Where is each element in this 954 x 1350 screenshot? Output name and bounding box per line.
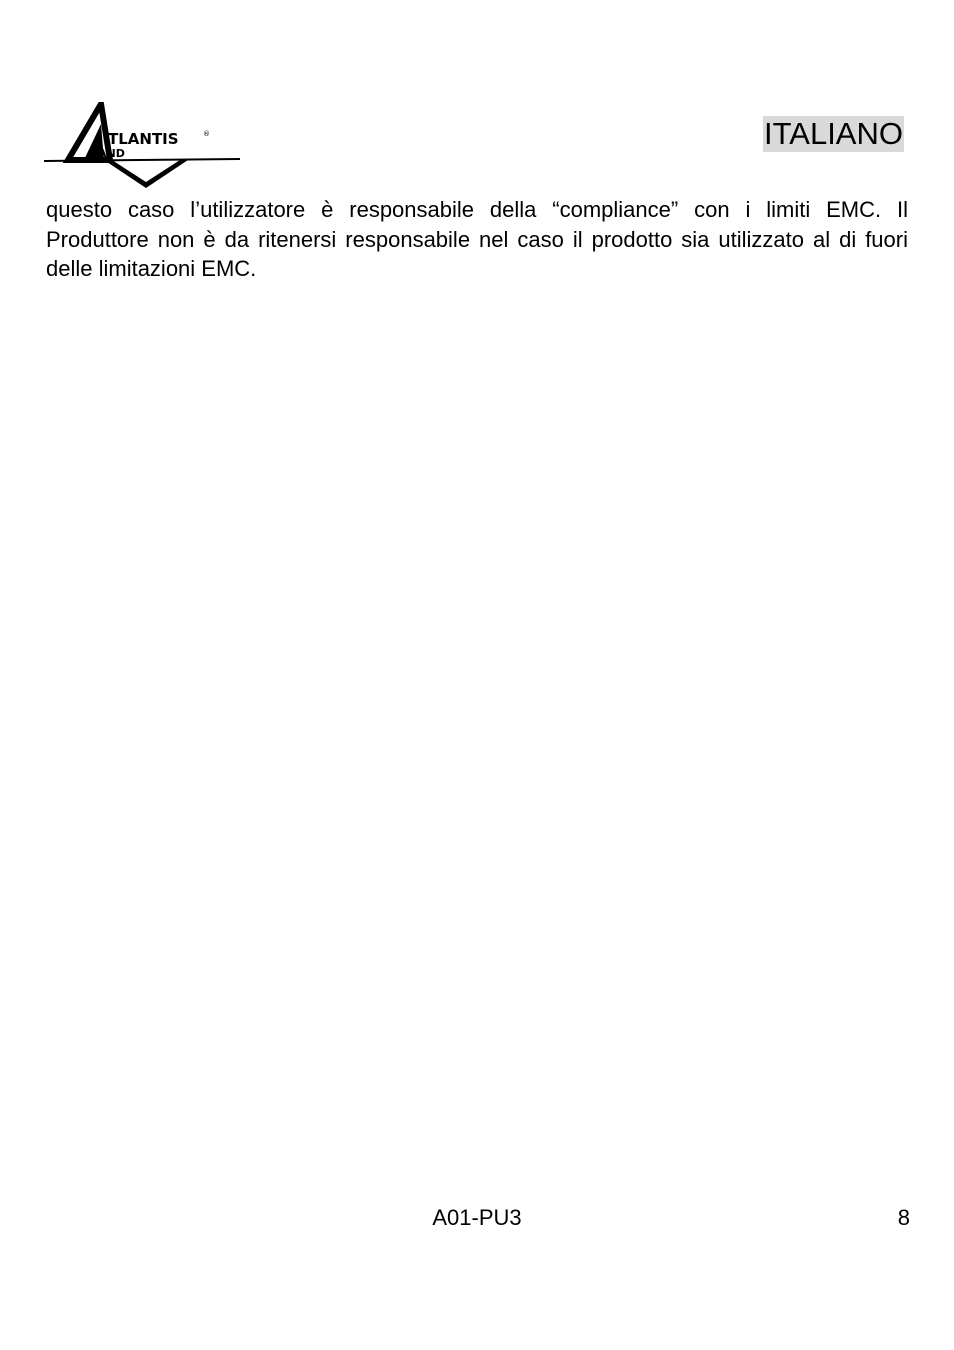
svg-text:AND: AND bbox=[98, 147, 125, 160]
body-paragraph-block bbox=[46, 195, 908, 284]
svg-text:®: ® bbox=[203, 130, 210, 138]
language-label: ITALIANO bbox=[764, 116, 903, 151]
footer-model-code: A01-PU3 bbox=[432, 1205, 522, 1230]
svg-text:TLANTIS: TLANTIS bbox=[108, 130, 179, 148]
footer-page-number: 8 bbox=[897, 1205, 910, 1230]
atlantis-land-logo bbox=[44, 102, 240, 190]
body-paragraph: questo caso l’utilizzatore è responsabile della “compliance” con i limiti EMC. Il Produttore non è da ritenersi responsabile nel caso il prodotto sia utilizzato al di fuori delle limitazioni EMC. bbox=[46, 197, 908, 281]
atlantis-logo-icon bbox=[44, 102, 240, 190]
